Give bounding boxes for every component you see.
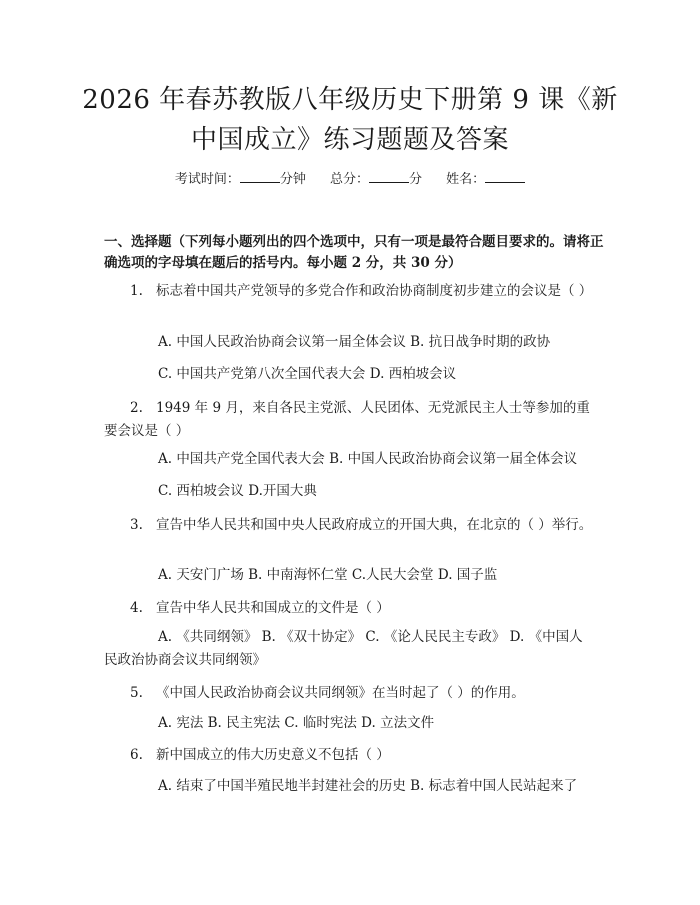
exam-score (330, 172, 422, 187)
exam-info (0, 168, 700, 190)
question-3 (104, 514, 596, 537)
question-4-options-text: A. 《共同纲领》 B. 《双十协定》 C. 《论人民民主专政》 D. 《中国人民政治协商会议共同纲领》 (104, 629, 583, 668)
question-text: 1949 年 9 月，来自各民主党派、人民团体、无党派民主人士等参加的重要会议是（ ） (104, 400, 590, 439)
question-2 (104, 397, 596, 443)
score-unit: 分 (409, 172, 423, 187)
question-number: 3. (130, 517, 143, 533)
exam-name (446, 172, 525, 187)
exam-time (175, 172, 306, 187)
question-6 (104, 744, 596, 767)
name-blank (485, 168, 525, 183)
time-unit: 分钟 (279, 172, 306, 187)
question-4-options-row-1 (104, 626, 596, 672)
question-text: 新中国成立的伟大历史意义不包括（ ） (156, 747, 390, 763)
question-5-options-row-1: A. 宪法 B. 民主宪法 C. 临时宪法 D. 立法文件 (158, 715, 435, 731)
title-line-2: 中国成立》练习题题及答案 (190, 125, 509, 155)
score-blank (369, 168, 409, 183)
question-number: 6. (130, 747, 143, 763)
question-5 (104, 682, 596, 705)
title-line-1: 2026 年春苏教版八年级历史下册第 9 课《新 (82, 85, 618, 115)
question-6-options-row-1: A. 结束了中国半殖民地半封建社会的历史 B. 标志着中国人民站起来了 (158, 778, 578, 794)
score-label: 总分： (329, 172, 369, 187)
question-text: 标志着中国共产党领导的多党合作和政治协商制度初步建立的会议是（ ） (156, 283, 593, 299)
question-number: 5. (130, 685, 143, 701)
question-4 (104, 597, 596, 620)
question-text: 宣告中华人民共和国成立的文件是（ ） (156, 600, 390, 616)
document-title (60, 80, 640, 160)
question-2-options-row-1: A. 中国共产党全国代表大会 B. 中国人民政治协商会议第一届全体会议 (158, 451, 578, 467)
question-number: 2. (130, 400, 143, 416)
time-blank (240, 168, 280, 183)
question-2-options-row-2: C. 西柏坡会议 D.开国大典 (158, 483, 317, 499)
question-3-options-row-1: A. 天安门广场 B. 中南海怀仁堂 C.人民大会堂 D. 国子监 (158, 567, 498, 583)
question-number: 1. (130, 283, 143, 299)
time-label: 考试时间： (174, 172, 240, 187)
question-1 (104, 280, 596, 303)
question-number: 4. (130, 600, 143, 616)
name-label: 姓名： (446, 172, 486, 187)
question-text: 宣告中华人民共和国中央人民政府成立的开国大典，在北京的（ ）举行。 (156, 517, 593, 533)
section-heading: 一、选择题（下列每小题列出的四个选项中，只有一项是最符合题目要求的。请将正确选项的字母填在题后的括号内。每小题 2 分，共 30 分） (104, 234, 604, 271)
question-text: 《中国人民政治协商会议共同纲领》在当时起了（ ）的作用。 (156, 685, 525, 701)
question-1-options-row-1: A. 中国人民政治协商会议第一届全体会议 B. 抗日战争时期的政协 (158, 334, 551, 350)
question-1-options-row-2: C. 中国共产党第八次全国代表大会 D. 西柏坡会议 (158, 366, 457, 382)
